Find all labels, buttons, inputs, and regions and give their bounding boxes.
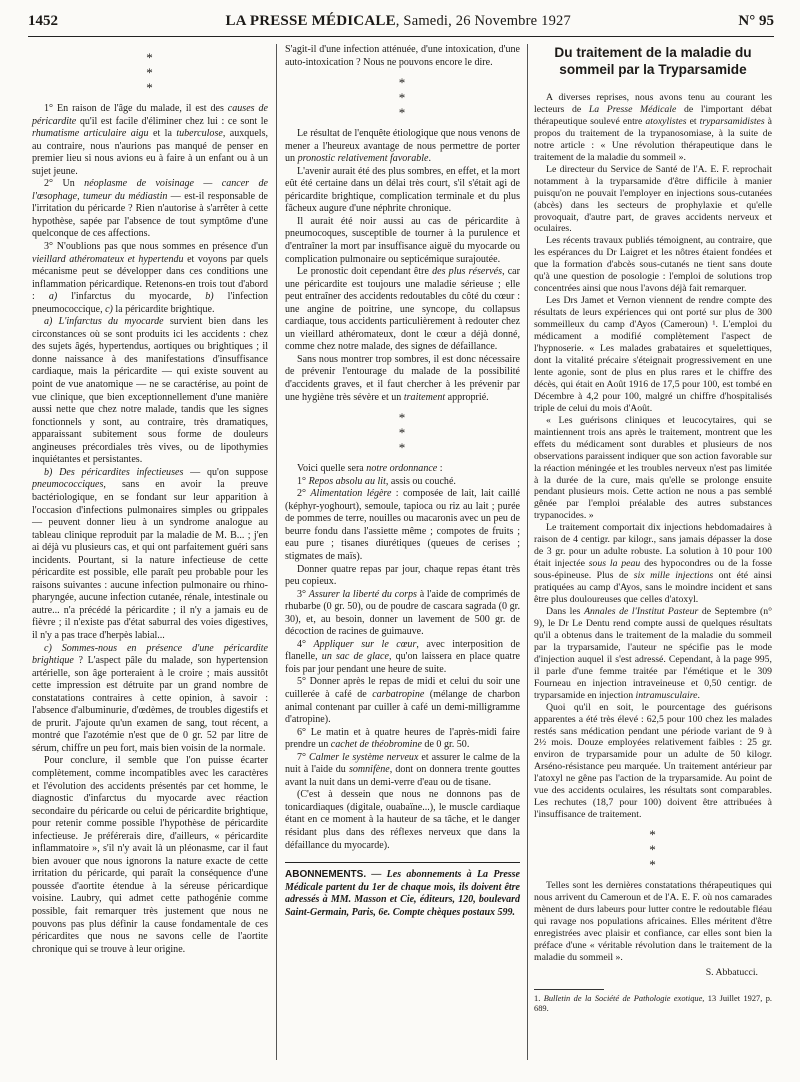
- paragraph: b) Des péricardites infectieuses — qu'on suppose pneumococciques, sans en avoir la preuve bactériologique, en se fondant sur leur apparition à l'occasion d'infections pulmonaires simples ou grippales — peuvent donner lieu à un syndrome analogue au tableau clinique reproduit par la maladie de M. B... ; j'en ai déjà vu plusieurs cas, et qui ont parfaitement guéri sans incidents. Pourtant, si la nature infectieuse de cette péricardite est possible, elle paraît peu probable pour les raisons suivantes : aucune infection pulmonaire ou rhino-pharyngée, aucune infection cutanée, rénale, intestinale ou autre... n'a précédé la péricardite ; il n'y a jamais eu de fièvre ; il n'existe pas d'état saburral des voies digestives, il n'y a pas trace d'herpès labial...: [32, 466, 269, 641]
- paragraph: A diverses reprises, nous avons tenu au courant les lecteurs de La Presse Médicale de l'important débat thérapeutique soulevé entre atoxylistes et tryparsamidistes à propos du traitement de la trypanosomiase, à la suite de notre article : « Une révolution thérapeutique dans le traitement de la maladie du sommeil ».: [534, 92, 773, 163]
- section-separator: * * *: [398, 75, 407, 121]
- prescription-item: 3° Assurer la liberté du corps à l'aide de comprimés de rhubarbe (0 gr. 50), ou de poudre de cascara sagrada (0 gr. 30), et, au besoin, donner un lavement de 500 gr. de décoction de racines de guimauve.: [285, 588, 520, 638]
- issue-number: N° 95: [738, 12, 774, 29]
- paragraph: (C'est à dessein que nous ne donnons pas de tonicardiaques (digitale, ouabaïne...), le muscle cardiaque étant en ce moment à la hauteur de sa tâche, et le danger résidant plus dans des réflexes nerveux que dans la défaillance du myocarde).: [285, 789, 520, 851]
- paragraph: Le traitement comportait dix injections hebdomadaires à raison de 4 centigr. par kilogr., sans jamais dépasser la dose de 3 gr. pour un adulte robuste. La solution à 10 pour 100 était injectée sous la peau des hypocondres ou de la fosse sous-épineuse. Plus de six mille injections ont été ainsi pratiquées au camp d'Ayos, sans le moindre incident et sans être plus douloureuses que celles d'atoxyl.: [534, 522, 772, 606]
- paragraph: Donner quatre repas par jour, chaque repas étant très peu copieux.: [285, 563, 520, 588]
- paragraph: Quoi qu'il en soit, le pourcentage des guérisons apparentes a été très élevé : 62,5 pour 100 chez les malades restés sans médication pendant une période variant de 9 à 2½ mois. Douze employées relativement faibles : 25 gr. environ de tryparsamide pour un adulte de 50 kilogr. Arséno-résistance peu marquée. Un traitement antérieur par l'atoxyl ne gêne pas l'action de la tryparsamide. Au point de vue des accidents oculaires, les résultats sont comparables. Les rechutes (18,7 pour 100) doivent être attribuées à l'insuffisance de traitement.: [534, 701, 772, 821]
- section-separator: * * *: [146, 50, 154, 95]
- section-separator: * * *: [398, 410, 407, 456]
- subscription-notice: ABONNEMENTS. — Les abonnements à La Presse Médicale partent du 1er de chaque mois, ils doivent être adressés à MM. Masson et Cie, éditeurs, 120, boulevard Saint-Germain, Paris, 6e. Compte chèques postaux 599.: [285, 862, 520, 919]
- paragraph: Le résultat de l'enquête étiologique que nous venons de mener a l'heureux avantage de nous permettre de porter un pronostic relativement favorable.: [285, 128, 520, 165]
- paragraph: Les Drs Jamet et Vernon viennent de rendre compte des résultats de leurs expériences qui ont porté sur plus de 300 sommeilleux du camp d'Ayos (Cameroun) ¹. L'emploi du médicament a modifié complètement l'aspect de l'hypnoserie. « Les malades grabataires et squelettiques, dont la vitalité précaire s'éteignait progressivement en une lente agonie, sont de plus en plus rares et le chiffre des décès, qui était en Août 1916 de 17,5 pour 100, est tombé en Décembre à 4,2 pour 100, malgré un chiffre d'hospitalisés triple de celui du mois d'Août.: [534, 295, 772, 414]
- column-3: [534, 44, 772, 1015]
- paragraph: Dans les Annales de l'Institut Pasteur de Septembre (n° 9), le Dr Le Dentu rend compte aussi de quelques résultats qu'il a obtenus dans le traitement de la maladie du sommeil par la tryparsamide, l'auteur ne spécifie pas le mode d'injection auquel il s'est adressé. Cependant, à la page 995, il parle d'une femme traitée par l'émétique et le 309 Fourneau en injection intraveineuse et 0,50 centigr. de tryparsamide en injection intramusculaire.: [534, 605, 772, 701]
- journal-name: LA PRESSE MÉDICALE: [225, 12, 396, 29]
- prescription-item: 1° Repos absolu au lit, assis ou couché.: [297, 475, 456, 487]
- prescription-item: 5° Donner après le repas de midi et celui du soir une cuillerée à café de carbatropine (mélange de charbon animal contenant par cuiller à café un demi-milligramme d'atropine).: [285, 676, 520, 726]
- paragraph: Pour conclure, il semble que l'on puisse écarter complètement, comme incompatibles avec les caractères et l'évolution des accidents présentés par cet homme, le diagnostic d'infarctus du myocarde avec réaction secondaire du péricarde ou celui de péricardite brightique, pour retenir comme possible l'hypothèse de péricardite infectieuse. Je préférerais dire, d'ailleurs, « péricardite inflammatoire », s'il n'y avait là un pléonasme, car il faut bien avouer que nous ignorons la nature exacte de cette irritation du péricarde, qui paraît la conséquence d'une poussée d'aortite étendue à la séreuse péricardique voisine. Laubry, qui admet cette pathogénie comme possible, fait remarquer très justement que nous ne pouvons pas plus définir la cause fondamentale de ces péricardites que nous ne savons celle de l'aortite chronique qui se trouve à leur origine.: [32, 755, 268, 955]
- paragraph: a) L'infarctus du myocarde survient bien dans les circonstances où se sont produits ici les accidents : chez des sujets âgés, hypertendus, aortiques ou brightiques ; il donne naissance à des manifestations d'insuffisance cardiaque, mais la péricardite — qui existe souvent au point de vue anatomique — ne se caractérise, au point de vue clinique, que bien exceptionnellement d'une manière aussi nette que chez notre malade, tandis que les signes fonctionnels y sont, au contraire, très dramatiques, apparaissant subitement sous forme de douleurs angineuses précordiales très vives, ou de lipothymies inquiétantes et persistantes.: [32, 316, 268, 466]
- section-separator: * * *: [649, 827, 657, 873]
- paragraph: Sans nous montrer trop sombres, il est donc nécessaire de prévenir l'entourage du malade de la possibilité d'accidents graves, et il faut chercher à les prévenir par une hygiène très sévère et un traitement approprié.: [285, 353, 520, 403]
- footnote-divider: [534, 989, 604, 990]
- prescription-item: 2° Alimentation légère : composée de lait, lait caillé (képhyr-yoghourt), semoule, tapioca ou riz au lait ; purée de pommes de terre, nouilles ou macaronis avec un peu de beurre fondu dans l'assiette même ; compotes de fruits ; eau pure ; tisanes diurétiques (queues de cerises ; stigmates de maïs).: [285, 488, 520, 562]
- paragraph: Les récents travaux publiés témoignent, au contraire, que les espérances du Dr Laigret et les nôtres étaient fondées et que la formation d'abcès sous-cutanés ne tient sans doute qu'à une question de posologie : l'emploi de solutions trop concentrées ainsi que nous l'avons déjà fait remarquer.: [534, 235, 772, 295]
- paragraph: S'agit-il d'une infection atténuée, d'une intoxication, d'une auto-intoxication ? Nous ne pouvons encore le dire.: [285, 44, 520, 68]
- paragraph: Voici quelle sera notre ordonnance :: [297, 463, 443, 475]
- column-divider-1: [276, 44, 277, 1060]
- column-2: [285, 44, 520, 919]
- paragraph: Le pronostic doit cependant être des plus réservés, car une péricardite est toujours une maladie sérieuse ; elle peut entraîner des accidents redoutables du côté du cœur : une angine de poitrine, une syncope, du collapsus cardiaque, tous accidents particulièrement à redouter chez un vieillard athéromateux, dont le cœur a déjà donné, comme chez notre malade, des signes de défaillance.: [285, 266, 520, 353]
- paragraph: Telles sont les dernières constatations thérapeutiques qui nous arrivent du Cameroun et de l'A. E. F. où nos camarades mènent de durs labeurs pour lutter contre le redoutable fléau qui ravage nos populations africaines. Elles méritent d'être enregistrées avec plaisir et confiance, car elles sont bien la préface d'une « véritable révolution dans le traitement de la maladie du sommeil ».: [534, 880, 772, 963]
- page-header: [28, 6, 774, 37]
- author-signature: S. Abbatucci.: [705, 966, 758, 978]
- paragraph: 1° En raison de l'âge du malade, il est des causes de péricardite qu'il est facile d'éliminer chez lui : ce sont le rhumatisme articulaire aigu et la tuberculose, auxquels, au contraire, nous n'aurions pas manqué de penser en premier lieu si nous avions eu à faire à un enfant ou à un sujet jeune.: [32, 103, 268, 177]
- prescription-item: 7° Calmer le système nerveux et assurer le calme de la nuit à l'aide du somnifène, dont on donnera trente gouttes avant la nuit dans un demi-verre d'eau ou de tisane.: [285, 751, 520, 788]
- column-divider-2: [527, 44, 528, 1060]
- prescription-item: 6° Le matin et à quatre heures de l'après-midi faire prendre un cachet de théobromine de 0 gr. 50.: [285, 726, 520, 751]
- paragraph: Le directeur du Service de Santé de l'A. E. F. reprochait notamment à la tryparsamide d'être difficile à manier puisqu'on ne pouvait l'employer en injections sous-cutanées (abcès) dans les secteurs de prophylaxie et qu'elle provoquait, d'autre part, de graves accidents nerveux et oculaires.: [534, 163, 772, 235]
- paragraph: c) Sommes-nous en présence d'une péricardite brightique ? L'aspect pâle du malade, son hypertension artérielle, son âge porteraient à le croire ; mais aussitôt cette impression est détruite par un grand nombre de constatations contraires à cette opinion, à savoir : l'absence d'albuminurie, d'œdèmes, de troubles digestifs et de prurit. J'ajoute qu'un examen de sang, tout récent, a montré que l'azotémie n'est que de 0 gr. 52 par litre de sérum, chiffre un peu fort, mais bien voisin de la normale.: [32, 642, 268, 754]
- paragraph: 3° N'oublions pas que nous sommes en présence d'un vieillard athéromateux et hypertendu et voyons par quels mécanisme peut se développer dans ces conditions une inflammation péricardique. Retenons-en trois tout d'abord : a) l'infarctus du myocarde, b) l'infection pneumococcique, c) la péricardite brightique.: [32, 241, 268, 315]
- paragraph: 2° Un néoplasme de voisinage — cancer de l'œsophage, tumeur du médiastin — est-il responsable de l'irritation du péricarde ? Rien n'autorise à s'arrêter à cette hypothèse, sapée par l'absence de tout symptôme d'une quelconque de ces affections.: [32, 178, 268, 240]
- article-title: Du traitement de la maladie du sommeil par la Tryparsamide: [554, 45, 752, 77]
- paragraph: « Les guérisons cliniques et leucocytaires, qui se maintiennent trois ans après le traitement, montrent que les effets du médicament sont durables et plusieurs de nos observations paraissent indiquer que son action favorable sur la réaction méningée et les troubles nerveux n'est pas limitée à la durée de la cure, mais qu'elle se prolonge ensuite pendant plusieurs mois. Cette action ne nous a pas semblé gênée par l'emploi préalable des autres substances trypanocides. »: [534, 414, 772, 522]
- column-1: [32, 44, 268, 956]
- page-number: 1452: [28, 12, 58, 29]
- paragraph: Il aurait été noir aussi au cas de péricardite à pneumocoques, susceptible de tourner à la purulence et d'entraîner la mort par insuffisance aiguë du myocarde ou complication pulmonaire ou septicémique surajoutée.: [285, 215, 520, 265]
- prescription-item: 4° Appliquer sur le cœur, avec interposition de flanelle, un sac de glace, qu'on laissera en place quatre fois par jour pendant une heure de suite.: [285, 638, 521, 675]
- journal-masthead: [225, 13, 570, 30]
- issue-date: , Samedi, 26 Novembre 1927: [395, 12, 571, 29]
- footnote: 1. Bulletin de la Société de Pathologie exotique, 13 Juillet 1927, p. 689.: [534, 993, 772, 1014]
- paragraph: L'avenir aurait été des plus sombres, en effet, et la mort eût été certaine dans un délai très court, s'il s'était agi de péricardite brightique, complication terminale et du plus fâcheux augure d'une néphrite chronique.: [285, 165, 520, 215]
